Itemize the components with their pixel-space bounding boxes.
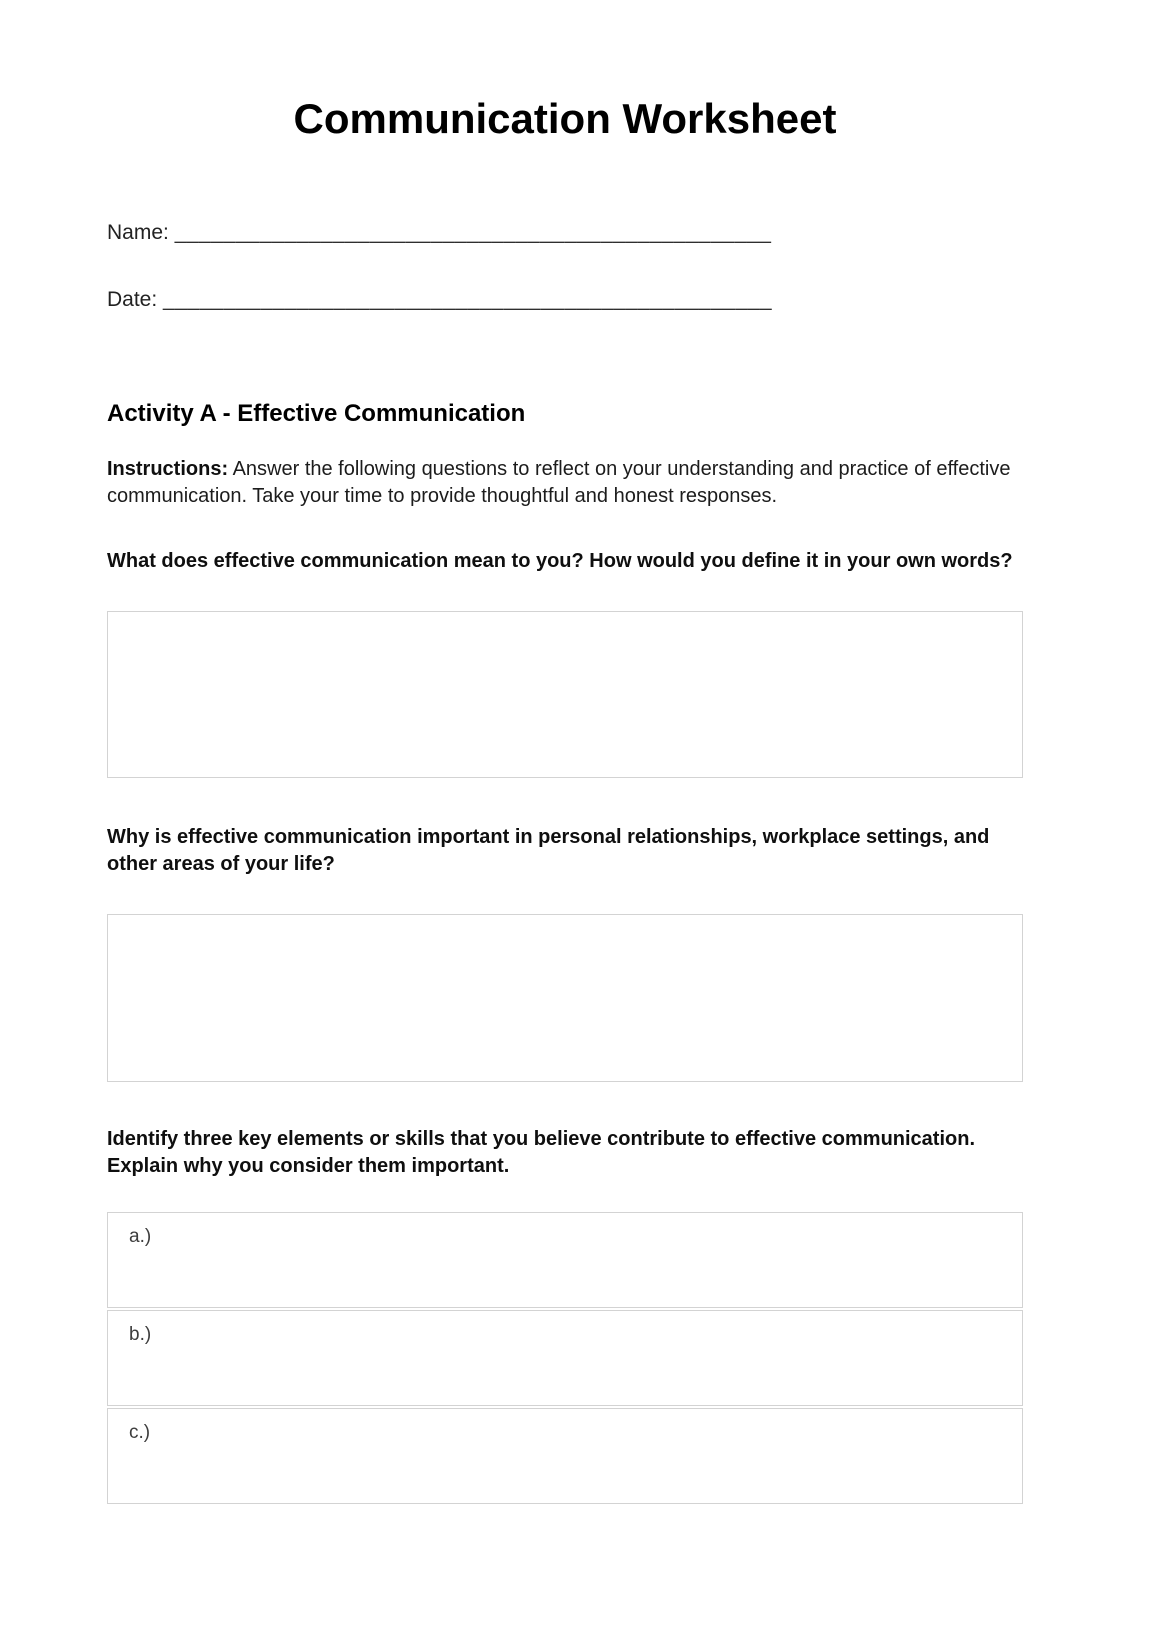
page-title: Communication Worksheet: [293, 95, 837, 142]
activity-heading: Activity A - Effective Communication: [107, 400, 526, 427]
question-2-prompt: Why is effective communication important in personal relationships, workplace settings, and other areas of your life?: [107, 826, 990, 875]
answer-row-c-label: c.): [129, 1422, 151, 1443]
answer-rows-group: [107, 1212, 1023, 1504]
question-1-prompt: What does effective communication mean to you? How would you define it in your own words?: [107, 550, 1013, 572]
answer-row-b-label: b.): [129, 1324, 152, 1345]
date-field-label: Date:: [107, 288, 158, 311]
instructions-label: Instructions:: [107, 458, 229, 480]
answer-row-a-label: a.): [129, 1226, 152, 1247]
instructions-paragraph: [107, 456, 1023, 510]
name-field-row: [107, 220, 1023, 245]
date-field-row: [107, 287, 1023, 312]
answer-row-c[interactable]: [107, 1408, 1023, 1504]
instructions-text: Answer the following questions to reflect on your understanding and practice of effective communication. Take your time to provide thoughtful and honest responses.: [107, 458, 1011, 507]
answer-box-1[interactable]: [107, 611, 1023, 778]
date-fill-line[interactable]: __________________________________________________: [163, 288, 773, 311]
answer-box-2[interactable]: [107, 914, 1023, 1082]
answer-row-a[interactable]: [107, 1212, 1023, 1308]
name-field-label: Name:: [107, 221, 169, 244]
question-3-prompt: Identify three key elements or skills that you believe contribute to effective communication. Explain why you consider them important.: [107, 1128, 976, 1177]
answer-row-b[interactable]: [107, 1310, 1023, 1406]
name-fill-line[interactable]: _________________________________________________: [174, 221, 772, 244]
